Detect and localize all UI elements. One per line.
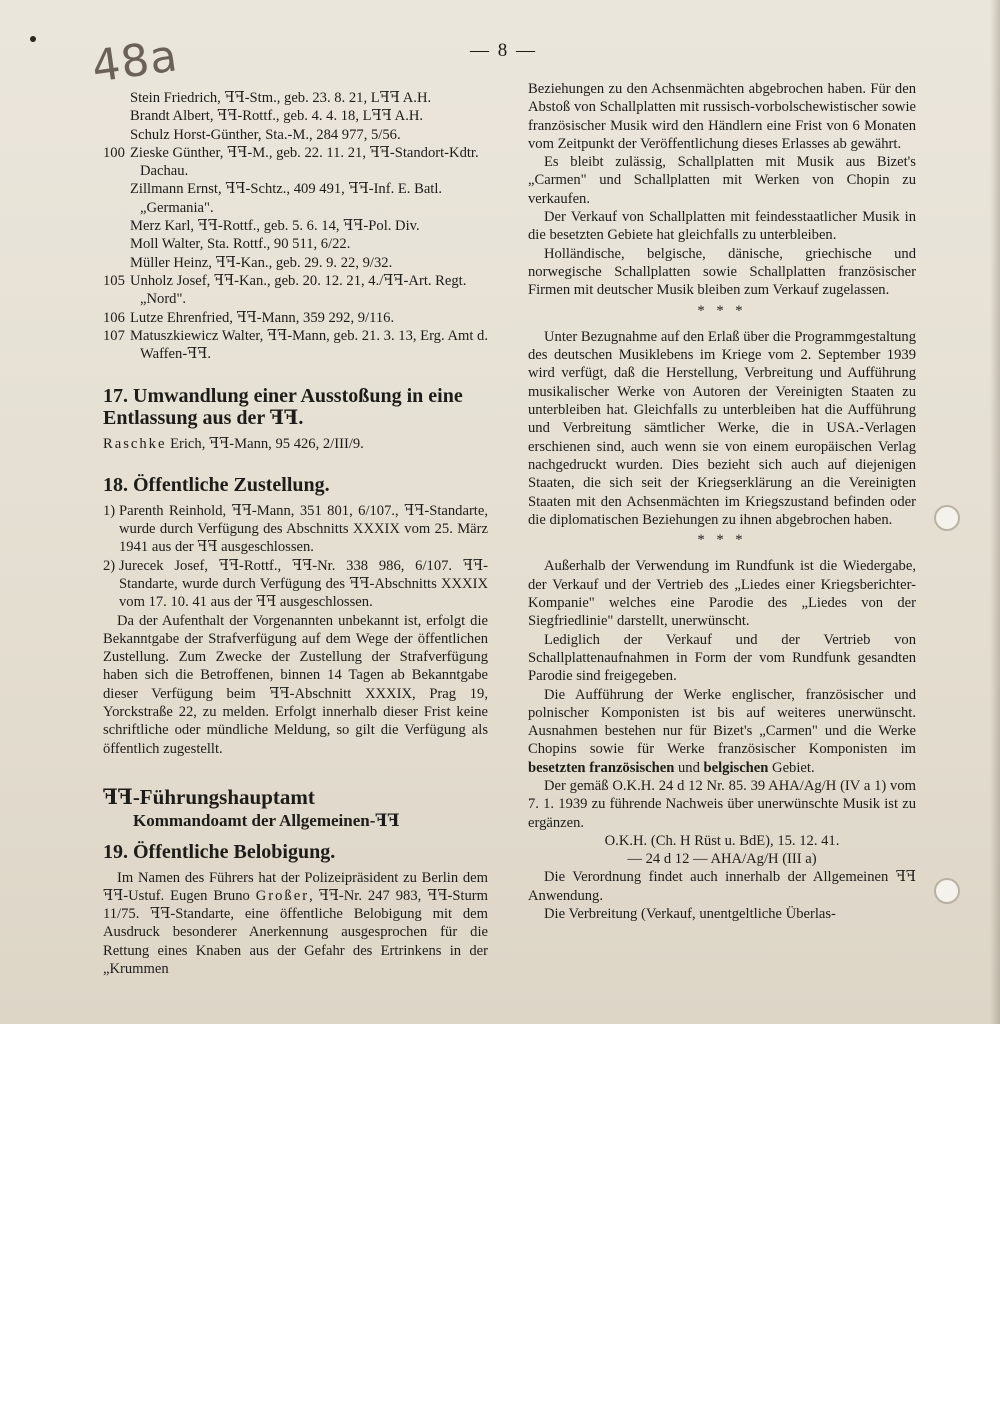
list-text: Müller Heinz, ꟻꟻ-Kan., geb. 29. 9. 22, 9/32. [130,254,393,271]
paragraph: Es bleibt zulässig, Schallplatten mit Musik aus Bizet's „Carmen" und Schallplatten mit Werken von Chopin zu verkaufen. [528,154,916,207]
page-number: — 8 — [470,40,537,61]
list-item [103,107,488,125]
right-column [528,80,916,923]
section-18-paragraph: Da der Aufenthalt der Vorgenannten unbekannt ist, erfolgt die Bekanntgabe der Strafverfügung auf dem Wege der öffentlichen Zustellung. Zum Zwecke der Zustellung der Strafverfügung haben sich die Betroffenen, binnen 14 Tagen ab Bekanntgabe dieser Verfügung beim ꟻꟻ-Abschnitt XXXIX, Prag 19, Yorckstraße 22, zu melden. Erfolgt innerhalb dieser Frist keine schriftliche oder mündliche Meldung, so gilt die Verfügung als öffentlich zugestellt. [103,612,488,757]
punch-hole-icon [934,878,960,904]
list-number [103,180,130,217]
list-number: 106 [103,309,125,326]
paragraph: Außerhalb der Verwendung im Rundfunk ist die Wiedergabe, der Verkauf und der Vertrieb des „Liedes einer Kriegsberichter-Kompanie" welches eine Parodie des „Liedes von der Siegfriedlinie" darstellt, unerwünscht. [528,558,916,630]
list-number [103,107,130,125]
list-number [103,254,130,272]
section-18-item [103,557,488,612]
list-text: Zillmann Ernst, ꟻꟻ-Schtz., 409 491, ꟻꟻ-Inf. E. Batl. „Germania". [130,181,443,216]
list-item [103,180,488,217]
item-text: Parenth Reinhold, ꟻꟻ-Mann, 351 801, 6/107., ꟻꟻ-Standarte, wurde durch Verfügung des Abschnitts XXXIX vom 25. März 1941 aus der ꟻꟻ ausgeschlossen. [119,502,488,556]
paragraph [528,686,916,777]
list-number: 107 [103,327,125,344]
list-number: 100 [103,144,125,161]
list-item [103,272,488,309]
text-run: Die Aufführung der Werke englischer, französischer und polnischer Komponisten ist bis auf weiteres unerwünscht. Ausnahmen bestehen nur für Bizet's „Carmen" und die Werke Chopins sowie für Werke französischer Komponisten im [528,686,916,758]
ink-dot [30,36,36,42]
paragraph: Der gemäß O.K.H. 24 d 12 Nr. 85. 39 AHA/Ag/H (IV a 1) vom 7. 1. 1939 zu führende Nachweis über unerwünschte Musik ist zu ergänzen. [528,777,916,831]
list-text: Matuszkiewicz Walter, ꟻꟻ-Mann, geb. 21. 3. 13, Erg. Amt d. Waffen-ꟻꟻ. [130,327,489,363]
name-list [103,89,488,363]
paragraph: Beziehungen zu den Achsenmächten abgebrochen haben. Für den Abstoß von Schallplatten mit russisch-vorbolschewistischer sowie französischer Musik wird den Händlern eine Frist von 6 Monaten vom Zeitpunkt der Veröffentlichung dieses Erlasses ab gewährt. [528,81,916,152]
paragraph: Der Verkauf von Schallplatten mit feindesstaatlicher Musik in die besetzten Gebiete hat gleichfalls zu unterbleiben. [528,209,916,244]
section-19-text-start: Im Namen des Führers hat der Polizeipräsident zu Berlin dem ꟻꟻ-Ustuf. Eugen Bruno [103,869,488,904]
section-17-name: Raschke [103,436,167,453]
text-run: und [674,759,704,776]
list-number [103,89,130,107]
list-item [103,126,488,144]
office-subheading: Kommandoamt der Allgemeinen-ꟻꟻ [133,811,400,831]
list-text: Unholz Josef, ꟻꟻ-Kan., geb. 20. 12. 21, 4./ꟻꟻ-Art. Regt. „Nord". [130,272,467,308]
list-number [103,217,130,235]
item-number: 2) [103,557,116,574]
section-19-name: Großer [255,887,310,904]
bold-text: besetzten französischen [528,759,675,776]
bold-text: belgischen [703,759,769,776]
paragraph: Die Verbreitung (Verkauf, unentgeltliche Überlas- [544,906,836,923]
item-text: Jurecek Josef, ꟻꟻ-Rottf., ꟻꟻ-Nr. 338 986, 6/107. ꟻꟻ-Standarte, wurde durch Verfügung des ꟻꟻ-Abschnitts XXXIX vom 17. 10. 41 aus der ꟻꟻ ausgeschlossen. [119,557,488,611]
list-item [103,309,488,327]
section-separator: * * * [697,302,747,319]
section-18-heading: 18. Öffentliche Zustellung. [103,473,330,496]
list-number: 105 [103,272,125,289]
list-text: Zieske Günther, ꟻꟻ-M., geb. 22. 11. 21, ꟻꟻ-Standort-Kdtr. Dachau. [130,144,479,180]
section-18-body [103,502,488,758]
section-separator: * * * [697,532,747,549]
section-17-heading: 17. Umwandlung einer Ausstoßung in eine Entlassung aus der ꟻꟻ. [103,385,463,430]
list-text: Brandt Albert, ꟻꟻ-Rottf., geb. 4. 4. 18, Lꟻꟻ A.H. [130,108,424,125]
section-17-body [103,435,488,453]
list-text: Merz Karl, ꟻꟻ-Rottf., geb. 5. 6. 14, ꟻꟻ-Pol. Div. [130,218,420,235]
paragraph: Lediglich der Verkauf und der Vertrieb von Schallplattenaufnahmen in Form der vom Rundfunk gesandten Parodie sind freigegeben. [528,631,916,685]
office-heading: ꟻꟻ-Führungshauptamt [103,784,315,809]
list-text: Moll Walter, Sta. Rottf., 90 511, 6/22. [130,236,351,253]
list-item [103,217,488,235]
list-number [103,126,130,144]
reference-line: — 24 d 12 — AHA/Ag/H (III a) [627,851,817,868]
section-19-text-end: , ꟻꟻ-Nr. 247 983, ꟻꟻ-Sturm 11/75. ꟻꟻ-Standarte, eine öffentliche Belobigung mit dem Ausdruck besonderer Anerkennung ausgesprochen für die Rettung eines Knaben aus der Gefahr des Ertrinkens in der „Krummen [103,887,488,977]
reference-line: O.K.H. (Ch. H Rüst u. BdE), 15. 12. 41. [604,832,840,849]
left-column [103,89,488,978]
paragraph: Unter Bezugnahme auf den Erlaß über die Programmgestaltung des deutschen Musiklebens im Kriege vom 2. September 1939 wird verfügt, daß die Herstellung, Verbreitung und Aufführung musikalischer Werke von Autoren der Vereinigten Staaten zu unterbleiben hat. Gleichfalls zu unterbleiben hat die Aufführung und Verbreitung sämtlicher Werke, die in USA.-Verlagen erschienen sind, auch wenn sie von einem europäischen Verlag nachgedruckt wurden. Dies bezieht sich auch auf diejenigen Staaten, die sich seit der Kriegserklärung an die Vereinigten Staaten mit den Achsenmächten im Kriegszustand befinden oder die diplomatischen Beziehungen zu ihnen abgebrochen haben. [528,328,916,528]
list-item [103,235,488,253]
section-19-heading: 19. Öffentliche Belobigung. [103,840,336,863]
text-run: Gebiet. [768,759,815,776]
paragraph: Die Verordnung findet auch innerhalb der Allgemeinen ꟻꟻ Anwendung. [528,869,916,904]
list-item [103,327,488,364]
handwritten-margin-note: 48a [88,30,182,93]
section-17-text: Erich, ꟻꟻ-Mann, 95 426, 2/III/9. [166,436,364,453]
list-text: Schulz Horst-Günther, Sta.-M., 284 977, 5/56. [130,126,401,143]
paragraph: Holländische, belgische, dänische, griechische und norwegische Schallplatten sowie Schallplatten französischer Firmen mit deutscher Musik bleiben zum Verkauf zugelassen. [528,245,916,299]
list-item [103,254,488,272]
list-item [103,144,488,181]
section-19-body [103,869,488,979]
list-item [103,89,488,107]
list-number [103,235,130,253]
list-text: Lutze Ehrenfried, ꟻꟻ-Mann, 359 292, 9/116. [130,309,395,326]
item-number: 1) [103,502,116,519]
list-text: Stein Friedrich, ꟻꟻ-Stm., geb. 23. 8. 21, Lꟻꟻ A.H. [130,90,432,106]
punch-hole-icon [934,505,960,531]
section-18-item [103,502,488,557]
